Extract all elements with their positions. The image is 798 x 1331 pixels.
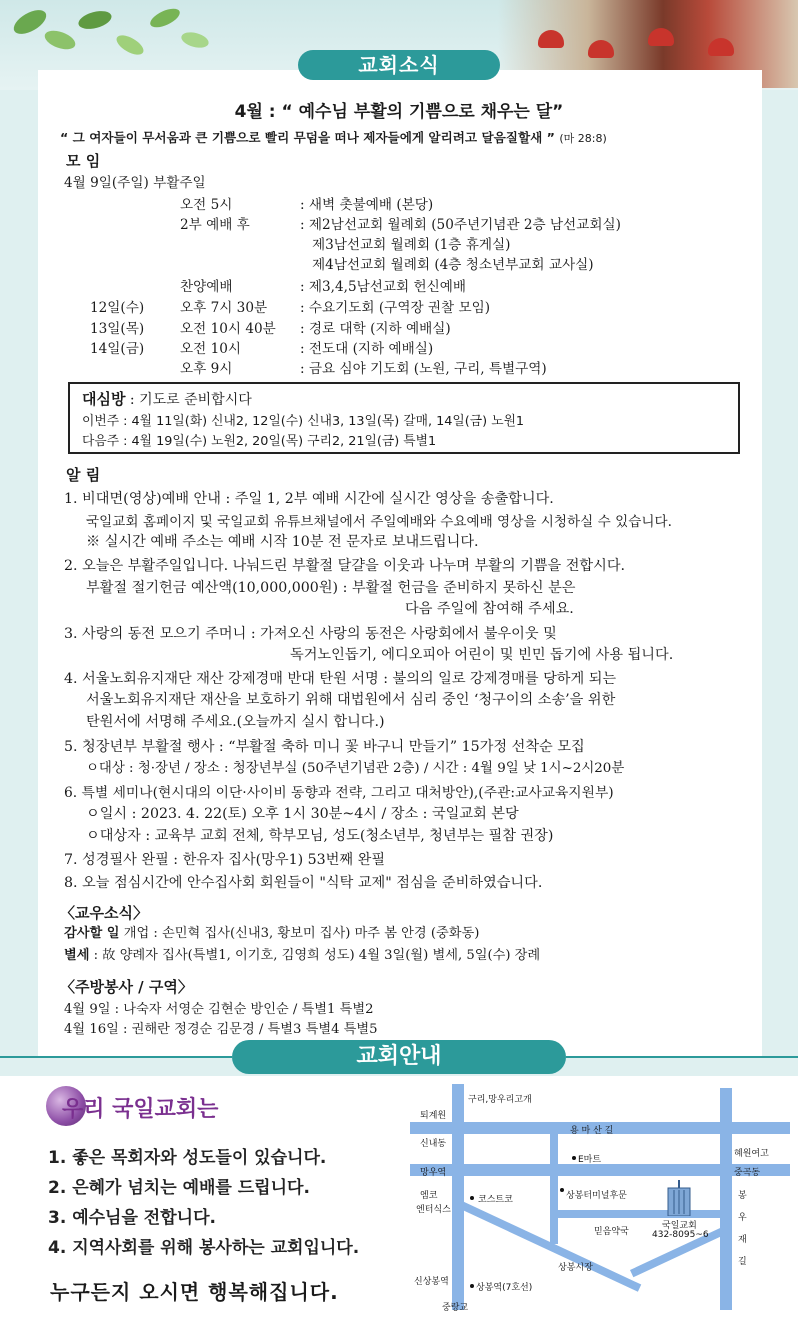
meeting-line: : 경로 대학 (지하 예배실) [300, 321, 451, 337]
leaves-decoration [0, 0, 230, 80]
map-label-bongu4: 길 [738, 1257, 747, 1267]
notice-line: 다음 주일에 참여해 주세요. [405, 601, 574, 617]
map-road [452, 1084, 464, 1310]
meeting-line: 13일(목) [90, 321, 145, 337]
map-label-entasis: 엔터식스 [416, 1205, 451, 1215]
map-label-jungnang: 중랑교 [442, 1303, 469, 1313]
map-label-market: 상봉시장 [558, 1263, 593, 1273]
meeting-line: 오전 5시 [180, 197, 233, 213]
kitchen-row: 4월 16일 : 권해란 정경순 김문경 / 특별3 특별4 특별5 [64, 1022, 378, 1037]
slogan: 누구든지 오시면 행복해집니다. [50, 1280, 339, 1304]
notice-line: 독거노인돕기, 에디오피아 어린이 및 빈민 돕기에 사용 됩니다. [290, 647, 674, 663]
church-point: 4. 지역사회를 위해 봉사하는 교회입니다. [48, 1238, 360, 1258]
map-label-bongu: 봉 [738, 1191, 747, 1201]
meeting-line: : 전도대 (지하 예배실) [300, 341, 434, 357]
map-label-sinnae: 신내동 [420, 1139, 447, 1149]
meetings-title: 모 임 [66, 152, 101, 170]
map-label-terminal: 상봉터미널후문 [566, 1191, 627, 1201]
map-marker-costco [470, 1196, 474, 1200]
notice-line: 7. 성경필사 완필 : 한유자 집사(망우1) 53번째 완필 [64, 852, 386, 868]
kitchen-title: 〈주방봉사 / 구역〉 [60, 978, 193, 996]
meeting-line: 오전 10시 40분 [180, 321, 276, 337]
map-label-bongu2: 우 [738, 1213, 747, 1223]
map-road [410, 1164, 790, 1176]
meeting-line: : 제2남선교회 월례회 (50주년기념관 2층 남선교회실) [300, 217, 621, 233]
notice-line: 1. 비대면(영상)예배 안내 : 주일 1, 2부 예배 시간에 실시간 영상을 송출합니다. [64, 491, 554, 507]
notice-line: 8. 오늘 점심시간에 안수집사회 회원들이 "식탁 교제" 점심을 준비하였습니다. [64, 875, 543, 891]
notice-line: 서울노회유지재단 재산을 보호하기 위해 대법원에서 심리 중인 ‘청구이의 소송’을 위한 [86, 692, 616, 708]
map-label-emko: 엠코 [420, 1191, 438, 1201]
church-title-text: 우리 국일교회는 [62, 1097, 219, 1122]
meeting-line: 오전 10시 [180, 341, 242, 357]
section-title: 교회소식 [298, 50, 500, 80]
church-point: 2. 은혜가 넘치는 예배를 드립니다. [48, 1178, 310, 1198]
visitation-this-week: 이번주 : 4월 11일(화) 신내2, 12일(수) 신내3, 13일(목) 갈매, 14일(금) 노원1 [82, 414, 525, 429]
meeting-line: : 제3,4,5남선교회 헌신예배 [300, 279, 466, 295]
map-label-sangbong: 상봉역(7호선) [476, 1283, 533, 1293]
kitchen-row: 4월 9일 : 나숙자 서영순 김현순 방인순 / 특별1 특별2 [64, 1002, 374, 1017]
location-map [390, 1084, 798, 1324]
map-label-sinsangbong: 신상봉역 [414, 1277, 449, 1287]
map-label-hyewon: 혜원여고 [734, 1149, 769, 1159]
notice-line: 2. 오늘은 부활주일입니다. 나눠드린 부활절 달걀을 이웃과 나누며 부활의 기쁨을 전합시다. [64, 558, 626, 574]
guide-title: 교회안내 [232, 1040, 566, 1074]
notice-line: 6. 특별 세미나(현시대의 이단·사이비 동향과 전략, 그리고 대처방안),(주관:교사교육지원부) [64, 785, 614, 801]
meeting-line: 오후 9시 [180, 361, 233, 377]
notice-line: 탄원서에 서명해 주세요.(오늘까지 실시 합니다.) [86, 714, 385, 730]
meeting-line: 4월 9일(주일) 부활주일 [64, 175, 206, 191]
map-label-guri: 구리,망우리고개 [468, 1095, 532, 1105]
notice-line: ㅇ일시 : 2023. 4. 22(토) 오후 1시 30분~4시 / 장소 : 국일교회 본당 [86, 806, 519, 822]
thanks-label: 감사할 일 [64, 926, 120, 941]
notice-line: 5. 청장년부 부활절 행사 : “부활절 축하 미니 꽃 바구니 만들기” 15가정 선착순 모집 [64, 739, 585, 755]
thanks-line [64, 922, 479, 941]
meeting-line: : 금요 심야 기도회 (노원, 구리, 특별구역) [300, 361, 547, 377]
notice-line: 4. 서울노회유지재단 재산 강제경매 반대 탄원 서명 : 불의의 일로 강제경매를 당하게 되는 [64, 671, 617, 687]
map-label-church: 국일교회 [662, 1221, 697, 1231]
verse [60, 127, 607, 146]
map-marker-sangbong [470, 1284, 474, 1288]
map-label-pharmacy: 믿음약국 [594, 1227, 629, 1237]
meeting-line: 2부 예배 후 [180, 217, 250, 233]
notice-line: ㅇ대상자 : 교육부 교회 전체, 학부모님, 성도(청소년부, 청년부는 필참 권장) [86, 828, 554, 844]
passing-label: 별세 [64, 948, 90, 963]
map-label-toegyewon: 퇴계원 [420, 1111, 447, 1121]
map-road [550, 1134, 558, 1244]
passing-line [64, 944, 540, 963]
visitation-box [68, 382, 740, 454]
meeting-line: 제3남선교회 월례회 (1층 휴게실) [312, 237, 511, 253]
notice-line: 부활절 절기헌금 예산액(10,000,000원) : 부활절 헌금을 준비하지 못하신 분은 [86, 580, 576, 596]
map-label-yongmasan: 용 마 산 길 [570, 1126, 614, 1136]
church-building-icon [662, 1180, 696, 1216]
notice-line: 국일교회 홈페이지 및 국일교회 유튜브채널에서 주일예배와 수요예배 영상을 시청하실 수 있습니다. [86, 514, 672, 530]
meeting-line: 찬양예배 [180, 279, 233, 295]
verse-text: “ 그 여자들이 무서움과 큰 기쁨으로 빨리 무덤을 떠나 제자들에게 알리려고 달음질할새 ” [60, 130, 555, 145]
thanks-text: 개업 : 손민혁 집사(신내3, 황보미 집사) 마주 봄 안경 (중화동) [119, 926, 480, 941]
map-marker-terminal [560, 1188, 564, 1192]
visitation-heading [82, 388, 252, 409]
notice-line: ㅇ대상 : 청·장년 / 장소 : 청장년부실 (50주년기념관 2층) / 시간 : 4월 9일 낮 1시~2시20분 [86, 761, 625, 776]
meeting-line: 14일(금) [90, 341, 145, 357]
notices-title: 알 림 [66, 466, 101, 484]
map-marker-emart [572, 1156, 576, 1160]
map-label-costco: 코스트코 [478, 1195, 513, 1205]
map-label-mangu: 망우역 [420, 1168, 447, 1178]
meeting-line: : 수요기도회 (구역장 권찰 모임) [300, 300, 491, 316]
members-title: 〈교우소식〉 [60, 904, 148, 922]
passing-text: : 故 양례자 집사(특별1, 이기호, 김영희 성도) 4월 3일(월) 별세, 5일(수) 장례 [89, 948, 541, 963]
meeting-line: : 새벽 촛불예배 (본당) [300, 197, 434, 213]
meeting-line: 제4남선교회 월례회 (4층 청소년부교회 교사실) [312, 257, 594, 273]
meeting-line: 오후 7시 30분 [180, 300, 268, 316]
map-label-junggok: 중곡동 [734, 1168, 761, 1178]
church-point: 3. 예수님을 전합니다. [48, 1208, 216, 1228]
map-label-bongu3: 재 [738, 1235, 747, 1245]
map-label-emart: E마트 [578, 1155, 602, 1165]
verse-ref: (마 28:8) [559, 132, 607, 145]
notice-line: 3. 사랑의 동전 모으기 주머니 : 가져오신 사랑의 동전은 사랑회에서 불우이웃 및 [64, 626, 557, 642]
visitation-next-week: 다음주 : 4월 19일(수) 노원2, 20일(목) 구리2, 21일(금) 특별1 [82, 434, 437, 449]
meeting-line: 12일(수) [90, 300, 145, 316]
visitation-text: : 기도로 준비합시다 [125, 392, 252, 408]
notice-line: ※ 실시간 예배 주소는 예배 시작 10분 전 문자로 보내드립니다. [86, 534, 479, 550]
month-headline: 4월 : “ 예수님 부활의 기쁨으로 채우는 달” [234, 102, 564, 122]
map-road [556, 1210, 722, 1218]
visitation-label: 대심방 [82, 390, 126, 408]
church-point: 1. 좋은 목회자와 성도들이 있습니다. [48, 1148, 327, 1168]
map-label-phone: 432-8095~6 [652, 1230, 709, 1240]
